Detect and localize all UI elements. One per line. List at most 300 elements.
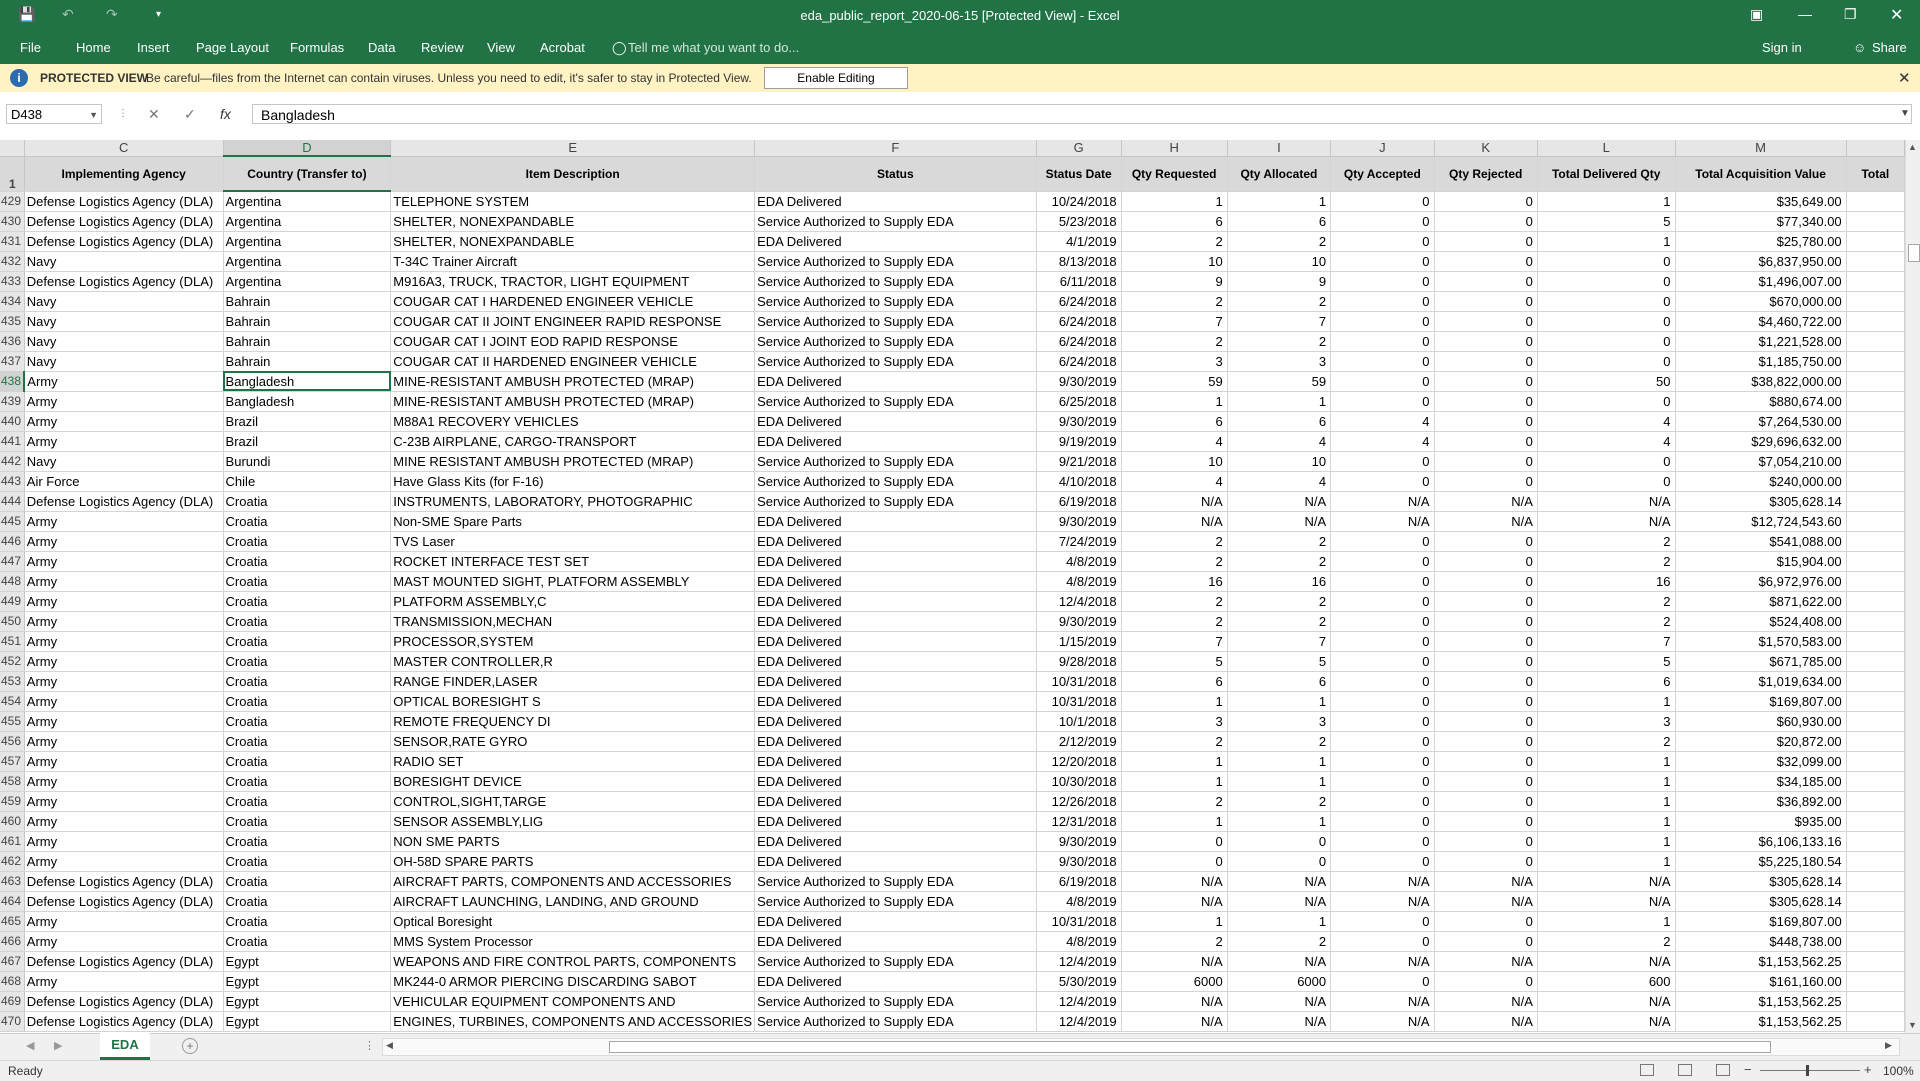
sign-in-link[interactable]: Sign in (1762, 40, 1802, 55)
cell-total[interactable] (1846, 231, 1904, 251)
row-number[interactable]: 455 (0, 711, 24, 731)
cell-total-delivered-qty[interactable]: 3 (1537, 711, 1675, 731)
cell-implementing-agency[interactable]: Army (24, 631, 223, 651)
cell-total-acquisition-value[interactable]: $935.00 (1675, 811, 1846, 831)
column-letter-header[interactable]: F (755, 140, 1037, 156)
cell-total-acquisition-value[interactable]: $169,807.00 (1675, 691, 1846, 711)
cell-item-description[interactable]: RANGE FINDER,LASER (391, 671, 755, 691)
cell-qty-allocated[interactable]: 2 (1227, 231, 1330, 251)
cell-implementing-agency[interactable]: Army (24, 371, 223, 391)
cell-qty-rejected[interactable]: 0 (1434, 191, 1537, 211)
cell-total-delivered-qty[interactable]: N/A (1537, 951, 1675, 971)
cell-qty-accepted[interactable]: 0 (1331, 971, 1434, 991)
cell-total-acquisition-value[interactable]: $305,628.14 (1675, 871, 1846, 891)
header-implementing-agency[interactable]: Implementing Agency (24, 156, 223, 191)
cell-total[interactable] (1846, 751, 1904, 771)
cell-status[interactable]: EDA Delivered (755, 531, 1037, 551)
cell-implementing-agency[interactable]: Navy (24, 451, 223, 471)
cell-total-acquisition-value[interactable]: $541,088.00 (1675, 531, 1846, 551)
cell-qty-accepted[interactable]: 0 (1331, 531, 1434, 551)
cell-status-date[interactable]: 9/30/2019 (1036, 611, 1121, 631)
cell-status-date[interactable]: 6/11/2018 (1036, 271, 1121, 291)
cell-total-delivered-qty[interactable]: 1 (1537, 831, 1675, 851)
cell-qty-accepted[interactable]: 0 (1331, 771, 1434, 791)
cell-total-delivered-qty[interactable]: 1 (1537, 771, 1675, 791)
spreadsheet-grid[interactable] (0, 140, 1905, 1033)
cell-qty-accepted[interactable]: 0 (1331, 571, 1434, 591)
cell-qty-rejected[interactable]: 0 (1434, 831, 1537, 851)
cell-status-date[interactable]: 10/31/2018 (1036, 671, 1121, 691)
cell-qty-accepted[interactable]: N/A (1331, 991, 1434, 1011)
add-sheet-button[interactable]: + (182, 1038, 198, 1054)
cell-status-date[interactable]: 9/28/2018 (1036, 651, 1121, 671)
cell-total[interactable] (1846, 571, 1904, 591)
cell-status[interactable]: EDA Delivered (755, 911, 1037, 931)
row-number[interactable]: 448 (0, 571, 24, 591)
row-number[interactable]: 458 (0, 771, 24, 791)
cell-implementing-agency[interactable]: Army (24, 811, 223, 831)
cell-total-delivered-qty[interactable]: 1 (1537, 751, 1675, 771)
cell-country[interactable]: Croatia (223, 611, 391, 631)
cell-implementing-agency[interactable]: Army (24, 551, 223, 571)
cell-qty-rejected[interactable]: 0 (1434, 351, 1537, 371)
cell-implementing-agency[interactable]: Army (24, 671, 223, 691)
cell-status[interactable]: EDA Delivered (755, 751, 1037, 771)
cell-qty-accepted[interactable]: 0 (1331, 851, 1434, 871)
cell-qty-requested[interactable]: 1 (1121, 691, 1227, 711)
row-number[interactable]: 430 (0, 211, 24, 231)
cell-status[interactable]: Service Authorized to Supply EDA (755, 891, 1037, 911)
cell-status-date[interactable]: 4/8/2019 (1036, 571, 1121, 591)
cell-qty-allocated[interactable]: 1 (1227, 911, 1330, 931)
cell-total[interactable] (1846, 791, 1904, 811)
cell-qty-requested[interactable]: N/A (1121, 951, 1227, 971)
cell-qty-rejected[interactable]: 0 (1434, 571, 1537, 591)
cell-total-acquisition-value[interactable]: $6,837,950.00 (1675, 251, 1846, 271)
cell-item-description[interactable]: Optical Boresight (391, 911, 755, 931)
cell-qty-requested[interactable]: 10 (1121, 451, 1227, 471)
cell-qty-accepted[interactable]: N/A (1331, 871, 1434, 891)
cell-total-acquisition-value[interactable]: $36,892.00 (1675, 791, 1846, 811)
cell-status-date[interactable]: 10/24/2018 (1036, 191, 1121, 211)
cell-qty-rejected[interactable]: 0 (1434, 851, 1537, 871)
cell-total[interactable] (1846, 271, 1904, 291)
cell-qty-requested[interactable]: N/A (1121, 491, 1227, 511)
cell-country[interactable]: Croatia (223, 631, 391, 651)
cell-qty-requested[interactable]: 0 (1121, 831, 1227, 851)
cell-qty-requested[interactable]: 3 (1121, 711, 1227, 731)
cell-country[interactable]: Argentina (223, 251, 391, 271)
cell-qty-requested[interactable]: N/A (1121, 891, 1227, 911)
row-number[interactable]: 451 (0, 631, 24, 651)
cell-qty-accepted[interactable]: 0 (1331, 191, 1434, 211)
cell-status-date[interactable]: 6/19/2018 (1036, 491, 1121, 511)
row-number[interactable]: 450 (0, 611, 24, 631)
cell-item-description[interactable]: C-23B AIRPLANE, CARGO-TRANSPORT (391, 431, 755, 451)
close-window-icon[interactable]: ✕ (1890, 7, 1904, 24)
cell-qty-requested[interactable]: 1 (1121, 771, 1227, 791)
cell-status[interactable]: Service Authorized to Supply EDA (755, 471, 1037, 491)
cell-total-delivered-qty[interactable]: N/A (1537, 491, 1675, 511)
cell-qty-requested[interactable]: 16 (1121, 571, 1227, 591)
cell-qty-rejected[interactable]: 0 (1434, 931, 1537, 951)
cell-item-description[interactable]: SENSOR,RATE GYRO (391, 731, 755, 751)
cell-country[interactable]: Croatia (223, 531, 391, 551)
cell-total-acquisition-value[interactable]: $240,000.00 (1675, 471, 1846, 491)
cell-status-date[interactable]: 5/30/2019 (1036, 971, 1121, 991)
row-number[interactable]: 436 (0, 331, 24, 351)
row-number[interactable]: 462 (0, 851, 24, 871)
row-number[interactable]: 460 (0, 811, 24, 831)
cell-qty-allocated[interactable]: 3 (1227, 711, 1330, 731)
cell-implementing-agency[interactable]: Navy (24, 311, 223, 331)
cell-country[interactable]: Croatia (223, 871, 391, 891)
cell-qty-allocated[interactable]: 6 (1227, 671, 1330, 691)
cell-qty-allocated[interactable]: 4 (1227, 471, 1330, 491)
cell-qty-allocated[interactable]: N/A (1227, 991, 1330, 1011)
cell-qty-rejected[interactable]: N/A (1434, 511, 1537, 531)
row-number[interactable]: 454 (0, 691, 24, 711)
cell-country[interactable]: Croatia (223, 791, 391, 811)
cell-qty-allocated[interactable]: 1 (1227, 811, 1330, 831)
cell-country[interactable]: Egypt (223, 951, 391, 971)
cell-total-delivered-qty[interactable]: 0 (1537, 291, 1675, 311)
expand-formula-icon[interactable]: ▼ (1900, 108, 1910, 119)
cell-status-date[interactable]: 4/8/2019 (1036, 551, 1121, 571)
cell-total[interactable] (1846, 511, 1904, 531)
cell-total-delivered-qty[interactable]: 600 (1537, 971, 1675, 991)
row-number[interactable]: 432 (0, 251, 24, 271)
row-number[interactable]: 439 (0, 391, 24, 411)
cell-qty-allocated[interactable]: 2 (1227, 291, 1330, 311)
cell-qty-requested[interactable]: 2 (1121, 331, 1227, 351)
vertical-scroll-thumb[interactable] (1908, 244, 1920, 262)
cell-country[interactable]: Croatia (223, 651, 391, 671)
cell-country[interactable]: Croatia (223, 591, 391, 611)
cell-qty-accepted[interactable]: 0 (1331, 691, 1434, 711)
cell-qty-rejected[interactable]: 0 (1434, 291, 1537, 311)
cell-total[interactable] (1846, 971, 1904, 991)
cell-total-acquisition-value[interactable]: $7,264,530.00 (1675, 411, 1846, 431)
cell-country[interactable]: Croatia (223, 571, 391, 591)
cell-country[interactable]: Egypt (223, 1011, 391, 1031)
cell-item-description[interactable]: COUGAR CAT II JOINT ENGINEER RAPID RESPONSE (391, 311, 755, 331)
cell-total-acquisition-value[interactable]: $524,408.00 (1675, 611, 1846, 631)
cell-implementing-agency[interactable]: Army (24, 971, 223, 991)
cell-item-description[interactable]: MAST MOUNTED SIGHT, PLATFORM ASSEMBLY (391, 571, 755, 591)
row-number[interactable]: 466 (0, 931, 24, 951)
cell-total-acquisition-value[interactable]: $161,160.00 (1675, 971, 1846, 991)
cell-total[interactable] (1846, 411, 1904, 431)
cell-qty-rejected[interactable]: 0 (1434, 591, 1537, 611)
zoom-out-icon[interactable]: − (1744, 1062, 1752, 1077)
header-status[interactable]: Status (755, 156, 1037, 191)
cell-item-description[interactable]: SHELTER, NONEXPANDABLE (391, 211, 755, 231)
cell-implementing-agency[interactable]: Army (24, 931, 223, 951)
cell-country[interactable]: Egypt (223, 971, 391, 991)
cell-total-acquisition-value[interactable]: $871,622.00 (1675, 591, 1846, 611)
cell-total-delivered-qty[interactable]: 1 (1537, 811, 1675, 831)
cell-status[interactable]: EDA Delivered (755, 791, 1037, 811)
cell-status[interactable]: EDA Delivered (755, 671, 1037, 691)
cell-status[interactable]: EDA Delivered (755, 691, 1037, 711)
cell-qty-requested[interactable]: 10 (1121, 251, 1227, 271)
cell-status-date[interactable]: 9/21/2018 (1036, 451, 1121, 471)
cell-item-description[interactable]: REMOTE FREQUENCY DI (391, 711, 755, 731)
cell-total-acquisition-value[interactable]: $60,930.00 (1675, 711, 1846, 731)
cell-total[interactable] (1846, 311, 1904, 331)
enter-icon[interactable]: ✓ (184, 106, 196, 122)
tab-page-layout[interactable]: Page Layout (196, 40, 270, 55)
cell-implementing-agency[interactable]: Defense Logistics Agency (DLA) (24, 991, 223, 1011)
cell-status-date[interactable]: 9/30/2019 (1036, 831, 1121, 851)
cell-qty-rejected[interactable]: 0 (1434, 471, 1537, 491)
cell-qty-accepted[interactable]: N/A (1331, 491, 1434, 511)
cell-total-delivered-qty[interactable]: 5 (1537, 651, 1675, 671)
cell-total-delivered-qty[interactable]: 1 (1537, 851, 1675, 871)
cell-total-delivered-qty[interactable]: 1 (1537, 691, 1675, 711)
cell-item-description[interactable]: TRANSMISSION,MECHAN (391, 611, 755, 631)
cell-implementing-agency[interactable]: Defense Logistics Agency (DLA) (24, 951, 223, 971)
cell-total[interactable] (1846, 291, 1904, 311)
row-number[interactable]: 429 (0, 191, 24, 211)
cell-qty-allocated[interactable]: 1 (1227, 691, 1330, 711)
cell-qty-allocated[interactable]: 7 (1227, 311, 1330, 331)
cell-item-description[interactable]: WEAPONS AND FIRE CONTROL PARTS, COMPONENTS (391, 951, 755, 971)
tab-split-handle-icon[interactable]: ⋮ (364, 1040, 375, 1052)
prev-sheet-icon[interactable]: ◀ (26, 1040, 35, 1052)
cell-country[interactable]: Brazil (223, 431, 391, 451)
column-letter-header[interactable]: C (24, 140, 223, 156)
cell-country[interactable]: Croatia (223, 511, 391, 531)
cell-total-delivered-qty[interactable]: 1 (1537, 231, 1675, 251)
cell-qty-allocated[interactable]: 6 (1227, 211, 1330, 231)
cell-qty-accepted[interactable]: 0 (1331, 831, 1434, 851)
close-icon[interactable]: ✕ (1898, 70, 1911, 87)
cell-total-delivered-qty[interactable]: 0 (1537, 351, 1675, 371)
tab-home[interactable]: Home (76, 40, 111, 55)
cell-qty-rejected[interactable]: N/A (1434, 951, 1537, 971)
cell-total-acquisition-value[interactable]: $1,153,562.25 (1675, 991, 1846, 1011)
cell-total[interactable] (1846, 931, 1904, 951)
cell-item-description[interactable]: TVS Laser (391, 531, 755, 551)
cell-qty-requested[interactable]: 2 (1121, 591, 1227, 611)
cell-qty-requested[interactable]: 4 (1121, 431, 1227, 451)
cell-total-delivered-qty[interactable]: 0 (1537, 311, 1675, 331)
cell-qty-accepted[interactable]: 0 (1331, 631, 1434, 651)
cell-total[interactable] (1846, 531, 1904, 551)
cell-qty-rejected[interactable]: N/A (1434, 891, 1537, 911)
cell-status-date[interactable]: 7/24/2019 (1036, 531, 1121, 551)
cell-total[interactable] (1846, 671, 1904, 691)
cell-status-date[interactable]: 12/20/2018 (1036, 751, 1121, 771)
cell-status[interactable]: EDA Delivered (755, 551, 1037, 571)
cell-status-date[interactable]: 4/8/2019 (1036, 931, 1121, 951)
header-total-delivered-qty[interactable]: Total Delivered Qty (1537, 156, 1675, 191)
cell-item-description[interactable]: OPTICAL BORESIGHT S (391, 691, 755, 711)
cell-status-date[interactable]: 9/30/2019 (1036, 411, 1121, 431)
cell-qty-rejected[interactable]: 0 (1434, 371, 1537, 391)
cell-implementing-agency[interactable]: Navy (24, 251, 223, 271)
cell-total-delivered-qty[interactable]: N/A (1537, 1011, 1675, 1031)
row-number[interactable]: 447 (0, 551, 24, 571)
cell-qty-accepted[interactable]: 0 (1331, 751, 1434, 771)
cell-qty-accepted[interactable]: N/A (1331, 951, 1434, 971)
cell-total-acquisition-value[interactable]: $15,904.00 (1675, 551, 1846, 571)
cell-item-description[interactable]: MINE-RESISTANT AMBUSH PROTECTED (MRAP) (391, 391, 755, 411)
header-qty-requested[interactable]: Qty Requested (1121, 156, 1227, 191)
cell-qty-allocated[interactable]: 1 (1227, 751, 1330, 771)
tab-acrobat[interactable]: Acrobat (540, 40, 585, 55)
cell-qty-requested[interactable]: 2 (1121, 791, 1227, 811)
cell-qty-accepted[interactable]: N/A (1331, 511, 1434, 531)
scroll-down-icon[interactable]: ▼ (1908, 1020, 1917, 1030)
row-number[interactable]: 468 (0, 971, 24, 991)
cell-qty-allocated[interactable]: 3 (1227, 351, 1330, 371)
cell-total[interactable] (1846, 851, 1904, 871)
cell-total-acquisition-value[interactable]: $34,185.00 (1675, 771, 1846, 791)
row-number[interactable]: 464 (0, 891, 24, 911)
cell-status-date[interactable]: 6/19/2018 (1036, 871, 1121, 891)
cell-country[interactable]: Bahrain (223, 331, 391, 351)
cell-qty-rejected[interactable]: 0 (1434, 711, 1537, 731)
cell-total-delivered-qty[interactable]: 1 (1537, 911, 1675, 931)
cell-total-acquisition-value[interactable]: $35,649.00 (1675, 191, 1846, 211)
cell-status-date[interactable]: 12/4/2019 (1036, 951, 1121, 971)
cell-qty-requested[interactable]: 6 (1121, 671, 1227, 691)
cell-total-acquisition-value[interactable]: $6,106,133.16 (1675, 831, 1846, 851)
cell-qty-rejected[interactable]: 0 (1434, 771, 1537, 791)
cell-qty-allocated[interactable]: 0 (1227, 831, 1330, 851)
cell-qty-rejected[interactable]: 0 (1434, 611, 1537, 631)
cell-total[interactable] (1846, 211, 1904, 231)
cell-country[interactable]: Croatia (223, 911, 391, 931)
cell-total[interactable] (1846, 451, 1904, 471)
cell-total-delivered-qty[interactable]: 4 (1537, 431, 1675, 451)
cell-item-description[interactable]: CONTROL,SIGHT,TARGE (391, 791, 755, 811)
name-box[interactable] (6, 104, 102, 124)
cell-total-delivered-qty[interactable]: 16 (1537, 571, 1675, 591)
cell-qty-rejected[interactable]: N/A (1434, 871, 1537, 891)
cell-item-description[interactable]: INSTRUMENTS, LABORATORY, PHOTOGRAPHIC (391, 491, 755, 511)
tell-me-search[interactable]: Tell me what you want to do... (628, 40, 800, 55)
cell-qty-accepted[interactable]: 0 (1331, 331, 1434, 351)
cell-implementing-agency[interactable]: Defense Logistics Agency (DLA) (24, 891, 223, 911)
next-sheet-icon[interactable]: ▶ (54, 1040, 63, 1052)
undo-icon[interactable]: ↶ (62, 6, 74, 22)
cell-total-delivered-qty[interactable]: N/A (1537, 991, 1675, 1011)
cell-item-description[interactable]: M916A3, TRUCK, TRACTOR, LIGHT EQUIPMENT (391, 271, 755, 291)
cell-qty-accepted[interactable]: 0 (1331, 811, 1434, 831)
cell-status[interactable]: EDA Delivered (755, 611, 1037, 631)
cell-implementing-agency[interactable]: Army (24, 851, 223, 871)
cell-item-description[interactable]: OH-58D SPARE PARTS (391, 851, 755, 871)
cell-total-acquisition-value[interactable]: $1,153,562.25 (1675, 1011, 1846, 1031)
cell-total-acquisition-value[interactable]: $305,628.14 (1675, 891, 1846, 911)
cell-total-acquisition-value[interactable]: $305,628.14 (1675, 491, 1846, 511)
cell-qty-allocated[interactable]: N/A (1227, 1011, 1330, 1031)
cell-qty-accepted[interactable]: 4 (1331, 411, 1434, 431)
row-number[interactable]: 461 (0, 831, 24, 851)
cell-status-date[interactable]: 8/13/2018 (1036, 251, 1121, 271)
cancel-icon[interactable]: ✕ (148, 106, 160, 122)
zoom-slider-thumb[interactable] (1806, 1065, 1809, 1076)
cell-implementing-agency[interactable]: Army (24, 391, 223, 411)
cell-qty-allocated[interactable]: 2 (1227, 931, 1330, 951)
tab-review[interactable]: Review (421, 40, 464, 55)
cell-total-delivered-qty[interactable]: 50 (1537, 371, 1675, 391)
cell-qty-rejected[interactable]: 0 (1434, 311, 1537, 331)
column-letter-header[interactable]: L (1537, 140, 1675, 156)
cell-total-delivered-qty[interactable]: N/A (1537, 871, 1675, 891)
cell-status[interactable]: EDA Delivered (755, 771, 1037, 791)
cell-status-date[interactable]: 4/1/2019 (1036, 231, 1121, 251)
cell-country[interactable]: Croatia (223, 931, 391, 951)
cell-implementing-agency[interactable]: Defense Logistics Agency (DLA) (24, 191, 223, 211)
cell-implementing-agency[interactable]: Army (24, 511, 223, 531)
cell-total[interactable] (1846, 251, 1904, 271)
cell-country[interactable]: Croatia (223, 671, 391, 691)
cell-total-acquisition-value[interactable]: $1,153,562.25 (1675, 951, 1846, 971)
cell-total-delivered-qty[interactable]: 0 (1537, 271, 1675, 291)
cell-country[interactable]: Brazil (223, 411, 391, 431)
cell-status[interactable]: Service Authorized to Supply EDA (755, 1011, 1037, 1031)
cell-status[interactable]: EDA Delivered (755, 651, 1037, 671)
cell-implementing-agency[interactable]: Defense Logistics Agency (DLA) (24, 871, 223, 891)
cell-total-delivered-qty[interactable]: 1 (1537, 191, 1675, 211)
cell-qty-allocated[interactable]: 2 (1227, 531, 1330, 551)
cell-country[interactable]: Egypt (223, 991, 391, 1011)
cell-qty-rejected[interactable]: 0 (1434, 531, 1537, 551)
cell-item-description[interactable]: BORESIGHT DEVICE (391, 771, 755, 791)
cell-qty-requested[interactable]: N/A (1121, 871, 1227, 891)
cell-qty-rejected[interactable]: 0 (1434, 791, 1537, 811)
row-number[interactable]: 452 (0, 651, 24, 671)
cell-total-delivered-qty[interactable]: 2 (1537, 931, 1675, 951)
cell-status-date[interactable]: 12/4/2019 (1036, 1011, 1121, 1031)
cell-total-acquisition-value[interactable]: $32,099.00 (1675, 751, 1846, 771)
cell-country[interactable]: Croatia (223, 851, 391, 871)
cell-qty-requested[interactable]: N/A (1121, 1011, 1227, 1031)
column-letter-header[interactable]: D (223, 140, 391, 156)
cell-qty-accepted[interactable]: N/A (1331, 1011, 1434, 1031)
share-button[interactable]: Share (1872, 40, 1907, 55)
cell-status[interactable]: EDA Delivered (755, 431, 1037, 451)
cell-item-description[interactable]: RADIO SET (391, 751, 755, 771)
restore-icon[interactable]: ❐ (1844, 6, 1857, 22)
cell-qty-rejected[interactable]: 0 (1434, 691, 1537, 711)
cell-total[interactable] (1846, 731, 1904, 751)
cell-country[interactable]: Argentina (223, 271, 391, 291)
cell-total[interactable] (1846, 1011, 1904, 1031)
cell-total[interactable] (1846, 711, 1904, 731)
cell-implementing-agency[interactable]: Army (24, 611, 223, 631)
cell-implementing-agency[interactable]: Army (24, 771, 223, 791)
cell-status-date[interactable]: 2/12/2019 (1036, 731, 1121, 751)
cell-qty-requested[interactable]: 6 (1121, 211, 1227, 231)
cell-total[interactable] (1846, 551, 1904, 571)
cell-qty-accepted[interactable]: 0 (1331, 451, 1434, 471)
cell-qty-rejected[interactable]: 0 (1434, 271, 1537, 291)
column-letter-header[interactable]: H (1121, 140, 1227, 156)
cell-total-acquisition-value[interactable]: $880,674.00 (1675, 391, 1846, 411)
cell-status-date[interactable]: 9/30/2019 (1036, 371, 1121, 391)
cell-item-description[interactable]: MMS System Processor (391, 931, 755, 951)
column-letter-header[interactable] (1846, 140, 1904, 156)
enable-editing-button[interactable]: Enable Editing (764, 67, 908, 89)
cell-country[interactable]: Burundi (223, 451, 391, 471)
row-number[interactable]: 431 (0, 231, 24, 251)
